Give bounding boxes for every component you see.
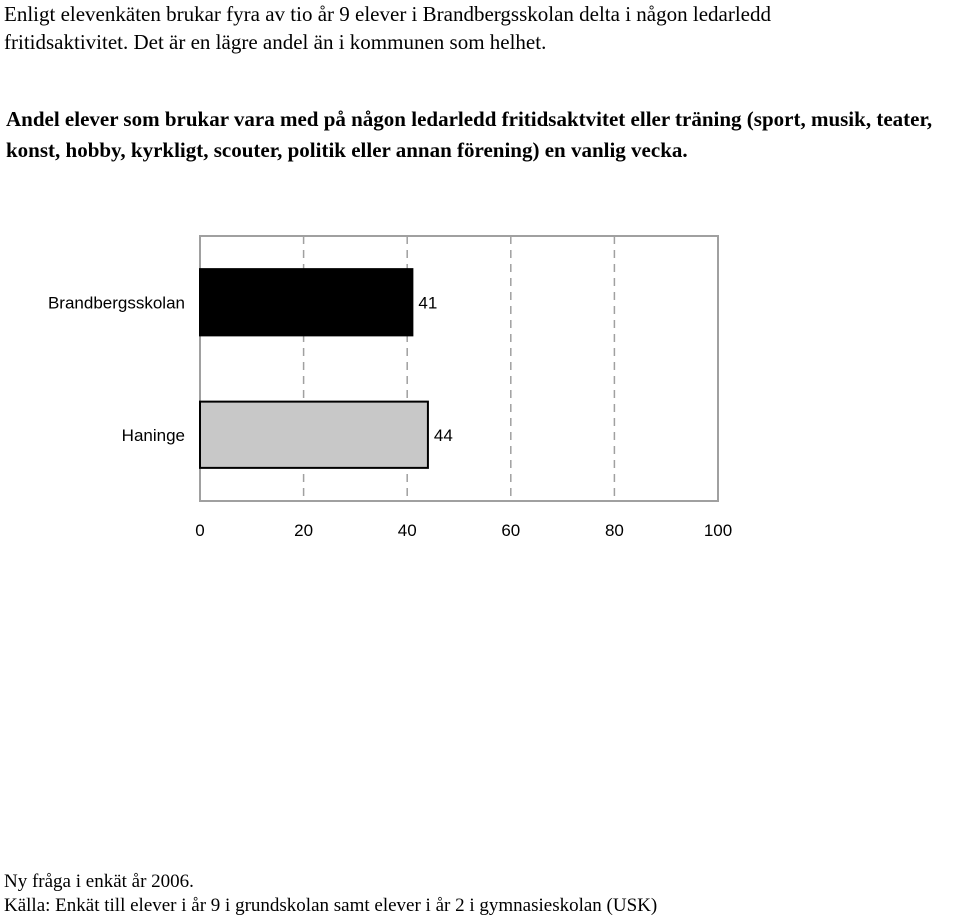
intro-line-2: fritidsaktivitet. Det är en lägre andel än i kommunen som helhet. bbox=[4, 30, 547, 54]
x-tick-label: 80 bbox=[604, 521, 624, 540]
x-tick-label: 60 bbox=[501, 521, 521, 540]
intro-line-1: Enligt elevenkäten brukar fyra av tio år 9 elever i Brandbergsskolan delta i någon ledarledd bbox=[4, 2, 771, 26]
x-axis-ticks bbox=[195, 521, 732, 540]
bar bbox=[200, 269, 412, 335]
category-labels bbox=[48, 293, 185, 445]
value-label: 41 bbox=[418, 293, 438, 313]
x-tick-label: 100 bbox=[703, 521, 733, 540]
x-tick-label: 0 bbox=[195, 521, 205, 540]
x-tick-label: 20 bbox=[294, 521, 314, 540]
bar bbox=[200, 402, 428, 468]
chart-title: Andel elever som brukar vara med på någon ledarledd fritidsaktvitet eller träning (sport, musik, teater, konst, hobby, kyrkligt, scouter, politik eller annan förening) en vanlig vecka. bbox=[6, 107, 933, 162]
value-label: 44 bbox=[433, 425, 453, 445]
category-label: Brandbergsskolan bbox=[47, 293, 185, 313]
category-label: Haninge bbox=[121, 425, 185, 445]
footnote: Ny fråga i enkät år 2006. bbox=[4, 871, 194, 892]
source-line: Källa: Enkät till elever i år 9 i grundskolan samt elever i år 2 i gymnasieskolan (USK) bbox=[4, 895, 658, 916]
x-tick-label: 40 bbox=[397, 521, 417, 540]
